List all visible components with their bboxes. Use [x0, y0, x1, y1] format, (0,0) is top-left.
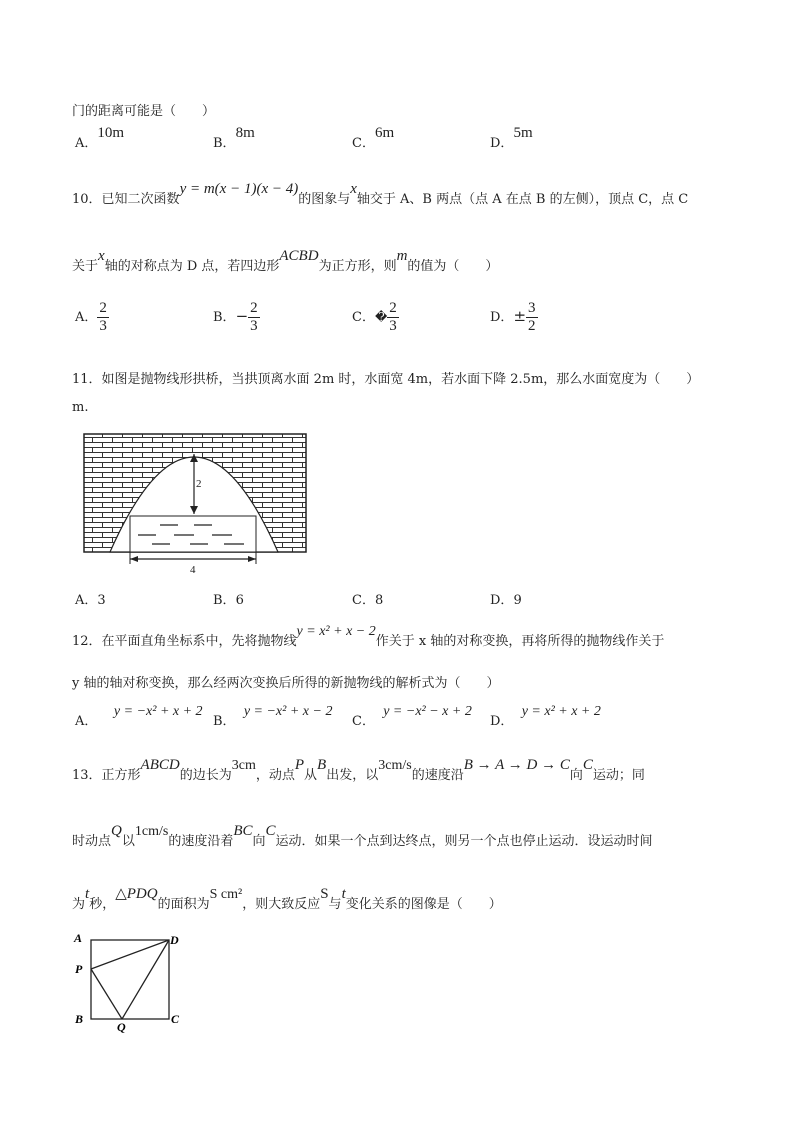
point-q-label: Q: [117, 1020, 126, 1033]
q11-option-c[interactable]: C．8: [352, 593, 384, 608]
q9-option-d[interactable]: D．5m: [490, 125, 533, 151]
square-figure: [70, 928, 190, 1033]
q12-line1: 12．在平面直角坐标系中，先将抛物线y = x² + x − 2作关于 x 轴的对称变换，再将所得的抛物线作关于: [72, 624, 665, 649]
q9-option-c[interactable]: C．6m: [352, 125, 395, 151]
fraction: $\frac{2}{3}$: [389, 300, 397, 334]
fraction: $\frac{3}{2}$: [528, 300, 536, 334]
q10-line2: 关于x轴的对称点为 D 点，若四边形ACBD为正方形，则m的值为（ ）: [72, 248, 499, 274]
q10-option-b[interactable]: B．− $\frac{2}{3}$: [213, 300, 258, 334]
q12-option-c[interactable]: C． y = −x² − x + 2: [352, 704, 472, 729]
point-p-label: P: [75, 962, 83, 976]
q10-line1: 10．已知二次函数y = m(x − 1)(x − 4)的图象与x轴交于 A、B 两点（点 A 在点 B 的左侧），顶点 C，点 C: [72, 181, 689, 207]
fraction: $\frac{2}{3}$: [99, 300, 107, 334]
vertex-d-label: D: [170, 933, 179, 947]
q9-tail: 门的距离可能是（ ）: [72, 104, 216, 119]
q9-option-b[interactable]: B．8m: [213, 125, 255, 151]
q13-line2: 时动点Q以1cm/s的速度沿着BC向C运动．如果一个点到达终点，则另一个点也停止运动．设运动时间: [72, 823, 653, 849]
vertex-c-label: C: [171, 1012, 180, 1026]
q11-option-b[interactable]: B．6: [213, 593, 244, 608]
q10-option-d[interactable]: D．± $\frac{3}{2}$: [490, 300, 536, 334]
q11-line1: 11．如图是抛物线形拱桥，当拱顶离水面 2m 时，水面宽 4m，若水面下降 2.5m，那么水面宽度为（ ）: [72, 372, 700, 387]
arch-height-label: 2: [196, 478, 202, 490]
q12-option-d[interactable]: D． y = x² + x + 2: [490, 704, 601, 729]
q11-option-a[interactable]: A．3: [75, 593, 106, 608]
q12-option-b[interactable]: B． y = −x² + x − 2: [213, 704, 333, 729]
vertex-b-label: B: [75, 1012, 84, 1026]
q9-option-a[interactable]: A．10m: [75, 125, 125, 151]
q13-line3: 为t秒，△PDQ的面积为S cm²，则大致反应S与t变化关系的图像是（ ）: [72, 886, 502, 912]
arch-width-label: 4: [190, 564, 196, 576]
q10-function: y = m(x − 1)(x − 4): [179, 181, 299, 197]
q12-option-a[interactable]: A． y = −x² + x + 2: [75, 704, 203, 729]
q10-option-a[interactable]: A． $\frac{2}{3}$: [75, 300, 107, 334]
vertex-a-label: A: [74, 931, 83, 945]
arch-bridge-figure: [82, 432, 312, 577]
q13-line1: 13．正方形ABCD的边长为3cm，动点P从B出发，以3cm/s的速度沿B → A → D → C向C运动；同: [72, 757, 645, 783]
fraction: $\frac{2}{3}$: [250, 300, 258, 334]
q10-option-c[interactable]: C．� $\frac{2}{3}$: [352, 300, 397, 334]
q12-line2: y 轴的轴对称变换，那么经两次变换后所得的新抛物线的解析式为（ ）: [72, 676, 500, 691]
q11-option-d[interactable]: D．9: [490, 593, 522, 608]
q11-line2: m.: [72, 400, 89, 415]
